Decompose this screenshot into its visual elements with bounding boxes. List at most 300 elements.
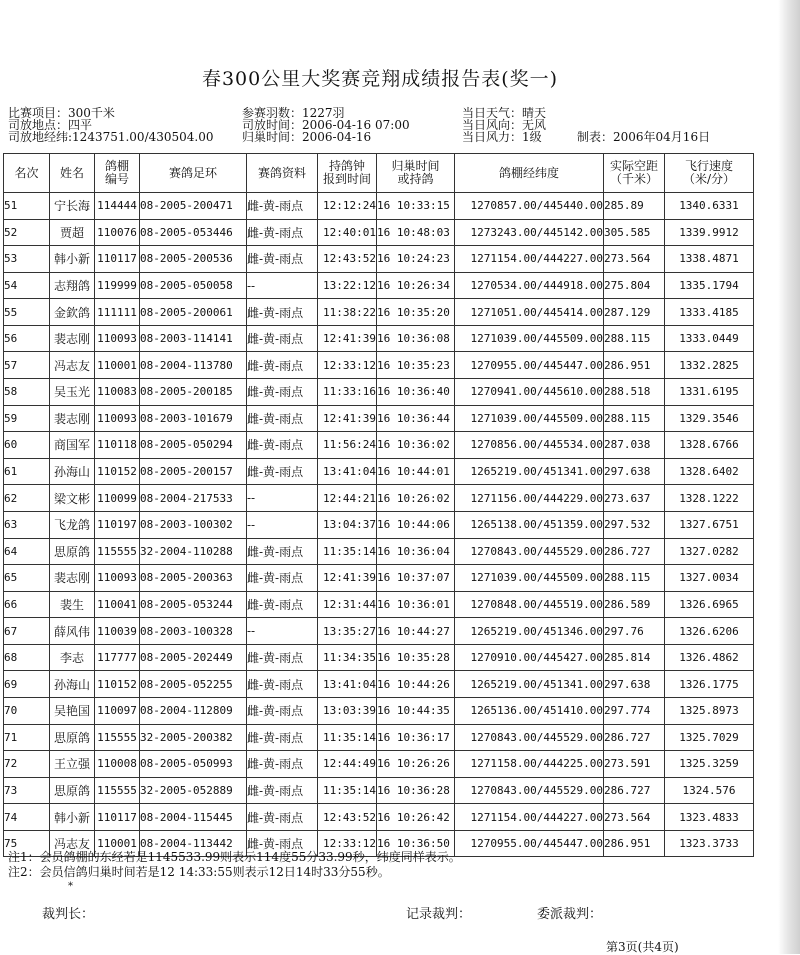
header-ring: 赛鸽足环 (140, 154, 247, 193)
table-row (4, 246, 754, 273)
loft-id-cell: 110099 (95, 485, 140, 512)
clock-time-cell: 12:43:52 (318, 246, 377, 273)
return-time-cell: 16 10:36:50 (377, 830, 455, 857)
name-cell: 飞龙鸽 (50, 511, 95, 538)
distance-cell: 273.564 (604, 246, 665, 273)
ring-cell: 08-2005-200536 (140, 246, 247, 273)
bird-info-cell: 雌-黄-雨点 (247, 724, 318, 751)
coordinates-cell: 1270955.00/445447.00 (455, 352, 604, 379)
coordinates-cell: 1270843.00/445529.00 (455, 777, 604, 804)
name-cell: 志翔鸽 (50, 272, 95, 299)
race-event: 比赛项目：300千米 (8, 106, 115, 120)
rank-cell: 59 (4, 405, 50, 432)
coordinates-cell: 1270843.00/445529.00 (455, 724, 604, 751)
bird-info-cell: 雌-黄-雨点 (247, 697, 318, 724)
speed-cell: 1327.0034 (665, 565, 754, 592)
name-cell: 韩小新 (50, 804, 95, 831)
table-row (4, 591, 754, 618)
loft-id-cell: 115555 (95, 724, 140, 751)
loft-id-cell: 115555 (95, 538, 140, 565)
clock-time-cell: 12:41:39 (318, 325, 377, 352)
ring-cell: 08-2004-113780 (140, 352, 247, 379)
return-time-cell: 16 10:44:35 (377, 697, 455, 724)
name-cell: 裴志刚 (50, 325, 95, 352)
bird-info-cell: -- (247, 618, 318, 645)
table-row (4, 325, 754, 352)
return-time-cell: 16 10:36:40 (377, 379, 455, 406)
name-cell: 孙海山 (50, 458, 95, 485)
clock-time-cell: 12:43:52 (318, 804, 377, 831)
ring-cell: 32-2004-110288 (140, 538, 247, 565)
rank-cell: 71 (4, 724, 50, 751)
return-time-cell: 16 10:26:26 (377, 751, 455, 778)
distance-cell: 275.804 (604, 272, 665, 299)
name-cell: 吴艳国 (50, 697, 95, 724)
loft-id-cell: 110001 (95, 830, 140, 857)
loft-id-cell: 110008 (95, 751, 140, 778)
rank-cell: 73 (4, 777, 50, 804)
distance-cell: 286.589 (604, 591, 665, 618)
table-row (4, 511, 754, 538)
name-cell: 商国军 (50, 432, 95, 459)
clock-time-cell: 12:41:39 (318, 565, 377, 592)
loft-id-cell: 110039 (95, 618, 140, 645)
header-rank: 名次 (4, 154, 50, 193)
table-row (4, 697, 754, 724)
wind-direction: 当日风向：无风 (462, 118, 547, 132)
distance-cell: 297.774 (604, 697, 665, 724)
clock-time-cell: 11:56:24 (318, 432, 377, 459)
return-time-cell: 16 10:36:02 (377, 432, 455, 459)
table-row (4, 272, 754, 299)
distance-cell: 273.637 (604, 485, 665, 512)
coordinates-cell: 1265219.00/451346.00 (455, 618, 604, 645)
footnote-1: 注1：会员鸽棚的东经若是1145533.99则表示114度55分33.99秒，纬度同样表示。 (8, 850, 461, 864)
distance-cell: 273.591 (604, 751, 665, 778)
clock-time-cell: 12:40:01 (318, 219, 377, 246)
speed-cell: 1327.6751 (665, 511, 754, 538)
loft-id-cell: 110083 (95, 379, 140, 406)
loft-id-cell: 111111 (95, 299, 140, 326)
distance-cell: 285.89 (604, 193, 665, 220)
rank-cell: 52 (4, 219, 50, 246)
bird-info-cell: -- (247, 485, 318, 512)
bird-info-cell: 雌-黄-雨点 (247, 432, 318, 459)
ring-cell: 32-2005-052889 (140, 777, 247, 804)
header-speed: 飞行速度 （米/分） (665, 154, 754, 193)
table-row (4, 405, 754, 432)
header-distance: 实际空距 （千米） (604, 154, 665, 193)
loft-id-cell: 110152 (95, 671, 140, 698)
clock-time-cell: 11:33:16 (318, 379, 377, 406)
table-row (4, 379, 754, 406)
return-time-cell: 16 10:44:01 (377, 458, 455, 485)
clock-time-cell: 11:38:22 (318, 299, 377, 326)
table-row (4, 565, 754, 592)
clock-time-cell: 11:35:14 (318, 777, 377, 804)
bird-info-cell: 雌-黄-雨点 (247, 325, 318, 352)
bird-info-cell: 雌-黄-雨点 (247, 193, 318, 220)
return-time-cell: 16 10:33:15 (377, 193, 455, 220)
name-cell: 冯志友 (50, 352, 95, 379)
coordinates-cell: 1270955.00/445447.00 (455, 830, 604, 857)
table-row (4, 299, 754, 326)
loft-id-cell: 110001 (95, 352, 140, 379)
weather: 当日天气：晴天 (462, 106, 547, 120)
table-row (4, 724, 754, 751)
ring-cell: 08-2005-050993 (140, 751, 247, 778)
speed-cell: 1326.6206 (665, 618, 754, 645)
entry-count: 参赛羽数：1227羽 (242, 106, 345, 120)
distance-cell: 285.814 (604, 644, 665, 671)
release-location: 司放地点：四平 (8, 118, 93, 132)
header-return-time: 归巢时间 或持鸽 (377, 154, 455, 193)
rank-cell: 75 (4, 830, 50, 857)
bird-info-cell: 雌-黄-雨点 (247, 219, 318, 246)
rank-cell: 55 (4, 299, 50, 326)
bird-info-cell: 雌-黄-雨点 (247, 777, 318, 804)
distance-cell: 273.564 (604, 804, 665, 831)
distance-cell: 287.129 (604, 299, 665, 326)
coordinates-cell: 1271039.00/445509.00 (455, 565, 604, 592)
distance-cell: 297.638 (604, 458, 665, 485)
name-cell: 贾超 (50, 219, 95, 246)
rank-cell: 53 (4, 246, 50, 273)
distance-cell: 297.76 (604, 618, 665, 645)
report-title: 春300公里大奖赛竞翔成绩报告表(奖一) (201, 68, 559, 90)
loft-id-cell: 110093 (95, 565, 140, 592)
distance-cell: 288.518 (604, 379, 665, 406)
table-row (4, 751, 754, 778)
loft-id-cell: 114444 (95, 193, 140, 220)
distance-cell: 288.115 (604, 565, 665, 592)
rank-cell: 56 (4, 325, 50, 352)
results-table (3, 153, 754, 857)
coordinates-cell: 1273243.00/445142.00 (455, 219, 604, 246)
name-cell: 梁文彬 (50, 485, 95, 512)
table-row (4, 618, 754, 645)
ring-cell: 08-2005-052255 (140, 671, 247, 698)
ring-cell: 08-2005-200157 (140, 458, 247, 485)
speed-cell: 1328.6766 (665, 432, 754, 459)
table-row (4, 777, 754, 804)
bird-info-cell: 雌-黄-雨点 (247, 644, 318, 671)
clock-time-cell: 13:03:39 (318, 697, 377, 724)
coordinates-cell: 1270843.00/445529.00 (455, 538, 604, 565)
coordinates-cell: 1265219.00/451341.00 (455, 458, 604, 485)
name-cell: 裴志刚 (50, 405, 95, 432)
loft-id-cell: 110118 (95, 432, 140, 459)
name-cell: 宁长海 (50, 193, 95, 220)
bird-info-cell: 雌-黄-雨点 (247, 379, 318, 406)
loft-id-cell: 110152 (95, 458, 140, 485)
return-time-cell: 16 10:35:20 (377, 299, 455, 326)
coordinates-cell: 1265136.00/451410.00 (455, 697, 604, 724)
coordinates-cell: 1271158.00/444225.00 (455, 751, 604, 778)
coordinates-cell: 1265219.00/451341.00 (455, 671, 604, 698)
table-row (4, 485, 754, 512)
distance-cell: 288.115 (604, 405, 665, 432)
rank-cell: 57 (4, 352, 50, 379)
coordinates-cell: 1265138.00/451359.00 (455, 511, 604, 538)
clock-time-cell: 11:35:14 (318, 538, 377, 565)
loft-id-cell: 117777 (95, 644, 140, 671)
bird-info-cell: 雌-黄-雨点 (247, 352, 318, 379)
stray-mark: * (68, 881, 73, 892)
coordinates-cell: 1271154.00/444227.00 (455, 804, 604, 831)
rank-cell: 60 (4, 432, 50, 459)
bird-info-cell: -- (247, 511, 318, 538)
rank-cell: 74 (4, 804, 50, 831)
recording-judge-signature: 记录裁判： (406, 907, 472, 922)
loft-id-cell: 110097 (95, 697, 140, 724)
speed-cell: 1331.6195 (665, 379, 754, 406)
table-row (4, 352, 754, 379)
return-time-cell: 16 10:48:03 (377, 219, 455, 246)
return-time-cell: 16 10:36:17 (377, 724, 455, 751)
race-info-left (8, 107, 214, 143)
rank-cell: 54 (4, 272, 50, 299)
return-time-cell: 16 10:37:07 (377, 565, 455, 592)
clock-time-cell: 13:41:04 (318, 671, 377, 698)
return-time-cell: 16 10:35:28 (377, 644, 455, 671)
name-cell: 孙海山 (50, 671, 95, 698)
return-time-cell: 16 10:44:06 (377, 511, 455, 538)
rank-cell: 69 (4, 671, 50, 698)
table-row (4, 458, 754, 485)
loft-id-cell: 110093 (95, 325, 140, 352)
distance-cell: 286.727 (604, 724, 665, 751)
return-time-cell: 16 10:35:23 (377, 352, 455, 379)
return-time-cell: 16 10:36:04 (377, 538, 455, 565)
speed-cell: 1326.6965 (665, 591, 754, 618)
table-row (4, 671, 754, 698)
rank-cell: 67 (4, 618, 50, 645)
name-cell: 薛风伟 (50, 618, 95, 645)
name-cell: 裴志刚 (50, 565, 95, 592)
distance-cell: 286.727 (604, 538, 665, 565)
rank-cell: 63 (4, 511, 50, 538)
release-coordinates: 司放地经纬:1243751.00/430504.00 (8, 130, 214, 144)
return-time-cell: 16 10:44:27 (377, 618, 455, 645)
return-time-cell: 16 10:24:23 (377, 246, 455, 273)
rank-cell: 65 (4, 565, 50, 592)
coordinates-cell: 1270910.00/445427.00 (455, 644, 604, 671)
ring-cell: 08-2003-101679 (140, 405, 247, 432)
bird-info-cell: 雌-黄-雨点 (247, 804, 318, 831)
clock-time-cell: 13:35:27 (318, 618, 377, 645)
header-name: 姓名 (50, 154, 95, 193)
loft-id-cell: 119999 (95, 272, 140, 299)
bird-info-cell: 雌-黄-雨点 (247, 405, 318, 432)
clock-time-cell: 11:35:14 (318, 724, 377, 751)
rank-cell: 62 (4, 485, 50, 512)
speed-cell: 1332.2825 (665, 352, 754, 379)
speed-cell: 1324.576 (665, 777, 754, 804)
coordinates-cell: 1271156.00/444229.00 (455, 485, 604, 512)
ring-cell: 08-2005-053244 (140, 591, 247, 618)
clock-time-cell: 12:33:12 (318, 352, 377, 379)
speed-cell: 1335.1794 (665, 272, 754, 299)
ring-cell: 08-2003-114141 (140, 325, 247, 352)
bird-info-cell: -- (247, 272, 318, 299)
return-date: 归巢时间：2006-04-16 (242, 130, 372, 144)
speed-cell: 1326.1775 (665, 671, 754, 698)
ring-cell: 08-2004-217533 (140, 485, 247, 512)
table-row (4, 644, 754, 671)
name-cell: 王立强 (50, 751, 95, 778)
speed-cell: 1325.3259 (665, 751, 754, 778)
coordinates-cell: 1271039.00/445509.00 (455, 405, 604, 432)
table-row (4, 804, 754, 831)
ring-cell: 08-2005-202449 (140, 644, 247, 671)
name-cell: 李志 (50, 644, 95, 671)
rank-cell: 70 (4, 697, 50, 724)
loft-id-cell: 110197 (95, 511, 140, 538)
loft-id-cell: 110117 (95, 804, 140, 831)
rank-cell: 61 (4, 458, 50, 485)
loft-id-cell: 110076 (95, 219, 140, 246)
distance-cell: 287.038 (604, 432, 665, 459)
distance-cell: 286.727 (604, 777, 665, 804)
bird-info-cell: 雌-黄-雨点 (247, 751, 318, 778)
table-row (4, 219, 754, 246)
speed-cell: 1339.9912 (665, 219, 754, 246)
return-time-cell: 16 10:44:26 (377, 671, 455, 698)
speed-cell: 1325.7029 (665, 724, 754, 751)
ring-cell: 08-2004-113442 (140, 830, 247, 857)
loft-id-cell: 115555 (95, 777, 140, 804)
speed-cell: 1333.4185 (665, 299, 754, 326)
speed-cell: 1328.6402 (665, 458, 754, 485)
coordinates-cell: 1271051.00/445414.00 (455, 299, 604, 326)
return-time-cell: 16 10:26:02 (377, 485, 455, 512)
name-cell: 思原鸽 (50, 538, 95, 565)
bird-info-cell: 雌-黄-雨点 (247, 591, 318, 618)
speed-cell: 1327.0282 (665, 538, 754, 565)
name-cell: 吴玉光 (50, 379, 95, 406)
coordinates-cell: 1270856.00/445534.00 (455, 432, 604, 459)
speed-cell: 1323.4833 (665, 804, 754, 831)
bird-info-cell: 雌-黄-雨点 (247, 299, 318, 326)
race-info-middle (242, 107, 410, 143)
coordinates-cell: 1270848.00/445519.00 (455, 591, 604, 618)
clock-time-cell: 12:12:24 (318, 193, 377, 220)
ring-cell: 08-2004-115445 (140, 804, 247, 831)
loft-id-cell: 110041 (95, 591, 140, 618)
table-header-row (4, 154, 754, 193)
return-time-cell: 16 10:36:08 (377, 325, 455, 352)
distance-cell: 286.951 (604, 352, 665, 379)
ring-cell: 08-2005-200471 (140, 193, 247, 220)
ring-cell: 08-2005-200061 (140, 299, 247, 326)
compiled-date: 制表：2006年04月16日 (577, 130, 711, 144)
ring-cell: 32-2005-200382 (140, 724, 247, 751)
return-time-cell: 16 10:36:44 (377, 405, 455, 432)
header-loft-coordinates: 鸽棚经纬度 (455, 154, 604, 193)
loft-id-cell: 110093 (95, 405, 140, 432)
scan-edge-shadow (778, 0, 800, 954)
clock-time-cell: 12:44:49 (318, 751, 377, 778)
ring-cell: 08-2005-053446 (140, 219, 247, 246)
distance-cell: 297.638 (604, 671, 665, 698)
name-cell: 裴生 (50, 591, 95, 618)
ring-cell: 08-2003-100302 (140, 511, 247, 538)
ring-cell: 08-2005-050058 (140, 272, 247, 299)
delegate-judge-signature: 委派裁判： (537, 907, 603, 922)
name-cell: 冯志友 (50, 830, 95, 857)
name-cell: 思原鸽 (50, 777, 95, 804)
wind-force: 当日风力：1级 (462, 130, 542, 144)
header-bird-info: 赛鸽资料 (247, 154, 318, 193)
rank-cell: 51 (4, 193, 50, 220)
clock-time-cell: 13:22:12 (318, 272, 377, 299)
clock-time-cell: 13:04:37 (318, 511, 377, 538)
header-loft-id: 鸽棚 编号 (95, 154, 140, 193)
speed-cell: 1338.4871 (665, 246, 754, 273)
rank-cell: 66 (4, 591, 50, 618)
coordinates-cell: 1271039.00/445509.00 (455, 325, 604, 352)
bird-info-cell: 雌-黄-雨点 (247, 671, 318, 698)
distance-cell: 286.951 (604, 830, 665, 857)
clock-time-cell: 12:44:21 (318, 485, 377, 512)
table-row (4, 432, 754, 459)
distance-cell: 297.532 (604, 511, 665, 538)
bird-info-cell: 雌-黄-雨点 (247, 830, 318, 857)
ring-cell: 08-2003-100328 (140, 618, 247, 645)
clock-time-cell: 13:41:04 (318, 458, 377, 485)
page-number: 第3页(共4页) (606, 940, 679, 954)
coordinates-cell: 1270534.00/444918.00 (455, 272, 604, 299)
return-time-cell: 16 10:36:28 (377, 777, 455, 804)
ring-cell: 08-2005-200185 (140, 379, 247, 406)
coordinates-cell: 1270941.00/445610.00 (455, 379, 604, 406)
clock-time-cell: 12:41:39 (318, 405, 377, 432)
clock-time-cell: 11:34:35 (318, 644, 377, 671)
bird-info-cell: 雌-黄-雨点 (247, 246, 318, 273)
table-row (4, 193, 754, 220)
speed-cell: 1329.3546 (665, 405, 754, 432)
speed-cell: 1325.8973 (665, 697, 754, 724)
footnote-2: 注2：会员信鸽归巢时间若是12 14:33:55则表示12日14时33分55秒。 (8, 865, 390, 879)
rank-cell: 58 (4, 379, 50, 406)
ring-cell: 08-2005-200363 (140, 565, 247, 592)
race-info-right (462, 107, 546, 143)
rank-cell: 68 (4, 644, 50, 671)
speed-cell: 1340.6331 (665, 193, 754, 220)
footnotes (8, 850, 461, 880)
name-cell: 思原鸽 (50, 724, 95, 751)
bird-info-cell: 雌-黄-雨点 (247, 538, 318, 565)
distance-cell: 305.585 (604, 219, 665, 246)
release-time: 司放时间：2006-04-16 07:00 (242, 118, 410, 132)
chief-judge-signature: 裁判长： (42, 907, 95, 922)
loft-id-cell: 110117 (95, 246, 140, 273)
coordinates-cell: 1271154.00/444227.00 (455, 246, 604, 273)
return-time-cell: 16 10:26:34 (377, 272, 455, 299)
table-row (4, 538, 754, 565)
speed-cell: 1326.4862 (665, 644, 754, 671)
speed-cell: 1333.0449 (665, 325, 754, 352)
ring-cell: 08-2005-050294 (140, 432, 247, 459)
coordinates-cell: 1270857.00/445440.00 (455, 193, 604, 220)
name-cell: 韩小新 (50, 246, 95, 273)
rank-cell: 72 (4, 751, 50, 778)
clock-time-cell: 12:31:44 (318, 591, 377, 618)
ring-cell: 08-2004-112809 (140, 697, 247, 724)
return-time-cell: 16 10:36:01 (377, 591, 455, 618)
bird-info-cell: 雌-黄-雨点 (247, 458, 318, 485)
